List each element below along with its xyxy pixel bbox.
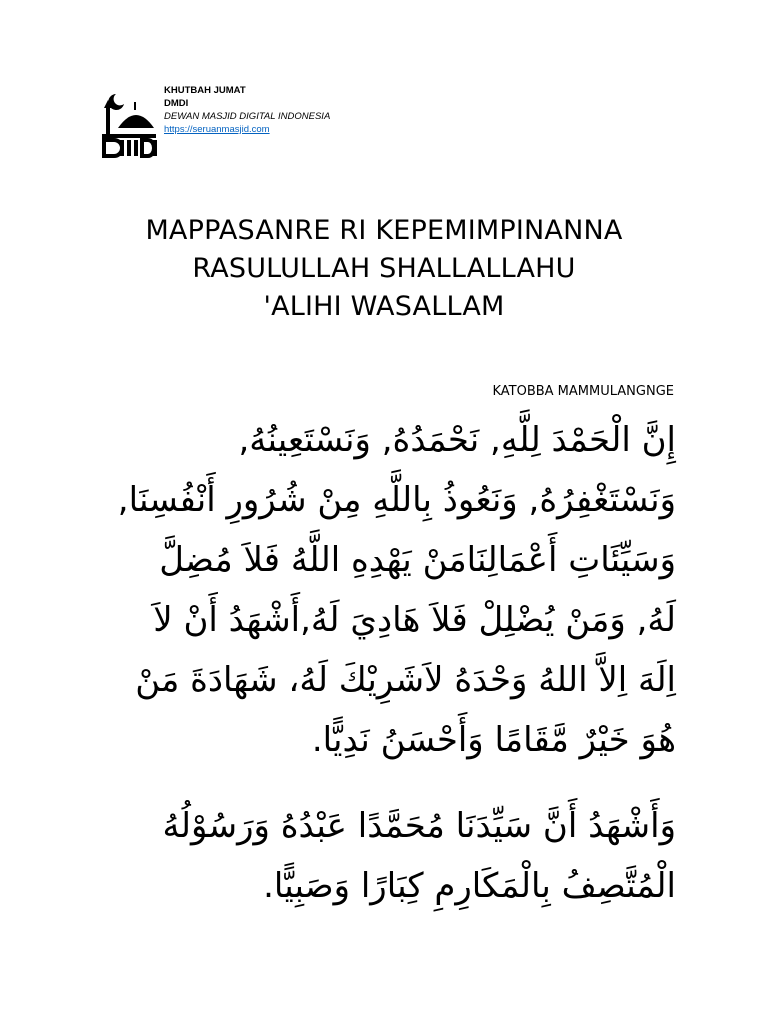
- arabic-line: الْمُتَّصِفُ بِالْمَكَارِمِ كِبَارًا وَصَبِيًّا.: [263, 866, 676, 906]
- document-header: [96, 84, 396, 174]
- header-text-block: [164, 84, 330, 136]
- arabic-line: وَأَشْهَدُ أَنَّ سَيِّدَنَا مُحَمَّدًا عَبْدُهُ وَرَسُوْلُهُ: [162, 806, 676, 846]
- header-organization-name: DEWAN MASJID DIGITAL INDONESIA: [164, 111, 331, 122]
- sermon-title: [0, 212, 768, 326]
- title-line-3: 'ALIHI WASALLAM: [263, 291, 505, 322]
- arabic-line: اِلَهَ اِلاَّ اللهُ وَحْدَهُ لاَشَرِيْكَ لَهُ، شَهَادَةَ مَنْ: [135, 660, 676, 700]
- header-khutbah-label: KHUTBAH JUMAT: [164, 85, 246, 96]
- title-line-2: RASULULLAH SHALLALLAHU: [192, 253, 576, 284]
- header-website-link[interactable]: https://seruanmasjid.com: [164, 124, 270, 135]
- arabic-line: إِنَّ الْحَمْدَ لِلَّهِ, نَحْمَدُهُ, وَنَسْتَعِينُهُ,: [238, 420, 676, 460]
- arabic-opening-paragraph: [76, 410, 676, 770]
- title-line-1: MAPPASANRE RI KEPEMIMPINANNA: [145, 215, 623, 246]
- arabic-line: وَنَسْتَغْفِرُهُ, وَنَعُوذُ بِاللَّهِ مِنْ شُرُورِ أَنْفُسِنَا,: [117, 480, 676, 520]
- header-dmdi-label: DMDI: [164, 98, 189, 109]
- author-label: KATOBBA MAMMULANGNGE: [492, 384, 674, 399]
- arabic-line: لَهُ, وَمَنْ يُضْلِلْ فَلاَ هَادِيَ لَهُ,أَشْهَدُ أَنْ لاَ: [153, 600, 676, 640]
- arabic-line: هُوَ خَيْرٌ مَّقَامًا وَأَحْسَنُ نَدِيًّا.: [311, 720, 676, 760]
- arabic-line: وَسَيِّئَاتِ أَعْمَالِنَامَنْ يَهْدِهِ اللَّهُ فَلاَ مُضِلَّ: [159, 540, 676, 580]
- dmdi-logo: [96, 88, 162, 172]
- arabic-shahada-paragraph: [76, 796, 676, 916]
